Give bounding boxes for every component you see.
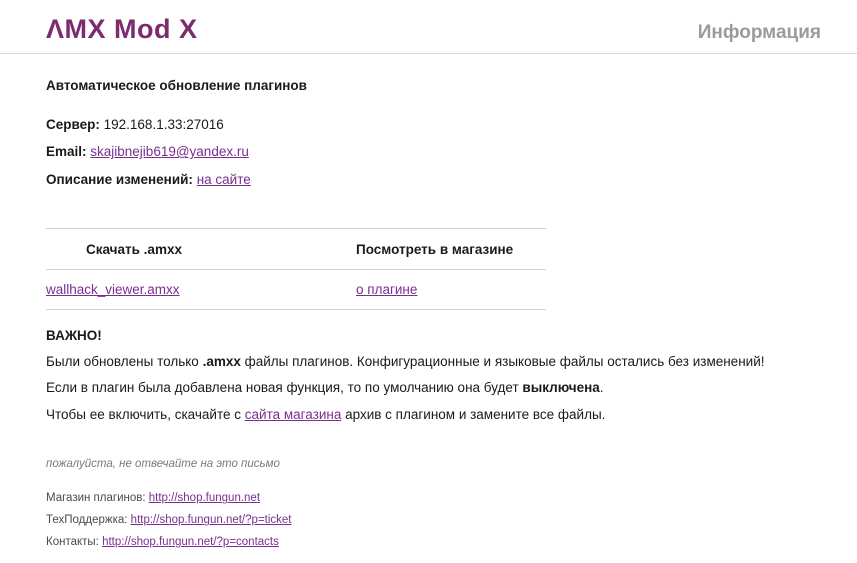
- changelog-link[interactable]: на сайте: [196, 171, 251, 187]
- files-table-wrapper: [46, 228, 546, 310]
- important-line-3-pre: Чтобы ее включить, скачайте с: [46, 406, 245, 422]
- footer-url-shop[interactable]: http://shop.fungun.net: [148, 492, 261, 505]
- important-line-2-post: .: [599, 380, 604, 396]
- footer-url-contacts[interactable]: http://shop.fungun.net/?p=contacts: [102, 536, 279, 549]
- important-line-1-bold: .amxx: [202, 353, 241, 369]
- important-line-1: [46, 352, 811, 372]
- column-header-download: Скачать .amxx: [46, 228, 346, 269]
- file-download-link[interactable]: wallhack_viewer.amxx: [46, 281, 180, 297]
- shop-cell: [346, 269, 546, 309]
- changelog-row: [46, 170, 811, 190]
- changelog-label: Описание изменений:: [46, 171, 193, 187]
- footer-link-row-contacts: [46, 536, 811, 548]
- page-title: Автоматическое обновление плагинов: [46, 78, 307, 93]
- important-title: ВАЖНО!: [46, 327, 102, 343]
- server-label: Сервер:: [46, 117, 100, 132]
- footer-link-row-shop: [46, 492, 811, 504]
- server-value: 192.168.1.33:27016: [103, 117, 224, 132]
- server-row: [46, 115, 811, 135]
- column-header-shop: Посмотреть в магазине: [346, 228, 546, 269]
- email-label: Email:: [46, 144, 87, 160]
- table-header-row: [46, 228, 546, 269]
- footer-url-support[interactable]: http://shop.fungun.net/?p=ticket: [130, 514, 292, 527]
- page-header: [0, 0, 857, 54]
- brand-logo: ΛMX Mod X: [46, 14, 198, 44]
- footer-note: пожалуйста, не отвечайте на это письмо: [46, 458, 280, 471]
- footer-label-support: ТехПоддержка:: [46, 514, 128, 527]
- shop-site-link[interactable]: сайта магазина: [244, 406, 342, 422]
- email-row: [46, 142, 811, 162]
- table-row: [46, 269, 546, 309]
- file-cell: [46, 269, 346, 309]
- page-footer: [0, 458, 857, 548]
- plugin-info-link[interactable]: о плагине: [356, 281, 418, 297]
- footer-label-shop: Магазин плагинов:: [46, 492, 146, 505]
- important-line-1-post: файлы плагинов. Конфигурационные и языковые файлы остались без изменений!: [240, 353, 765, 369]
- important-line-2-bold: выключена: [522, 380, 600, 396]
- header-info-label: Информация: [697, 22, 821, 43]
- footer-links: [46, 492, 811, 548]
- files-table: [46, 228, 546, 310]
- footer-label-contacts: Контакты:: [46, 536, 99, 549]
- main-content: [0, 54, 857, 424]
- important-line-3: [46, 405, 811, 425]
- important-block: [46, 328, 811, 425]
- important-line-2: [46, 378, 811, 398]
- important-line-2-pre: Если в плагин была добавлена новая функция, то по умолчанию она будет: [46, 380, 523, 396]
- email-link[interactable]: skajibnejib619@yandex.ru: [90, 144, 249, 160]
- important-line-1-pre: Были обновлены только: [46, 353, 203, 369]
- footer-link-row-support: [46, 514, 811, 526]
- important-line-3-post: архив с плагином и замените все файлы.: [341, 406, 606, 422]
